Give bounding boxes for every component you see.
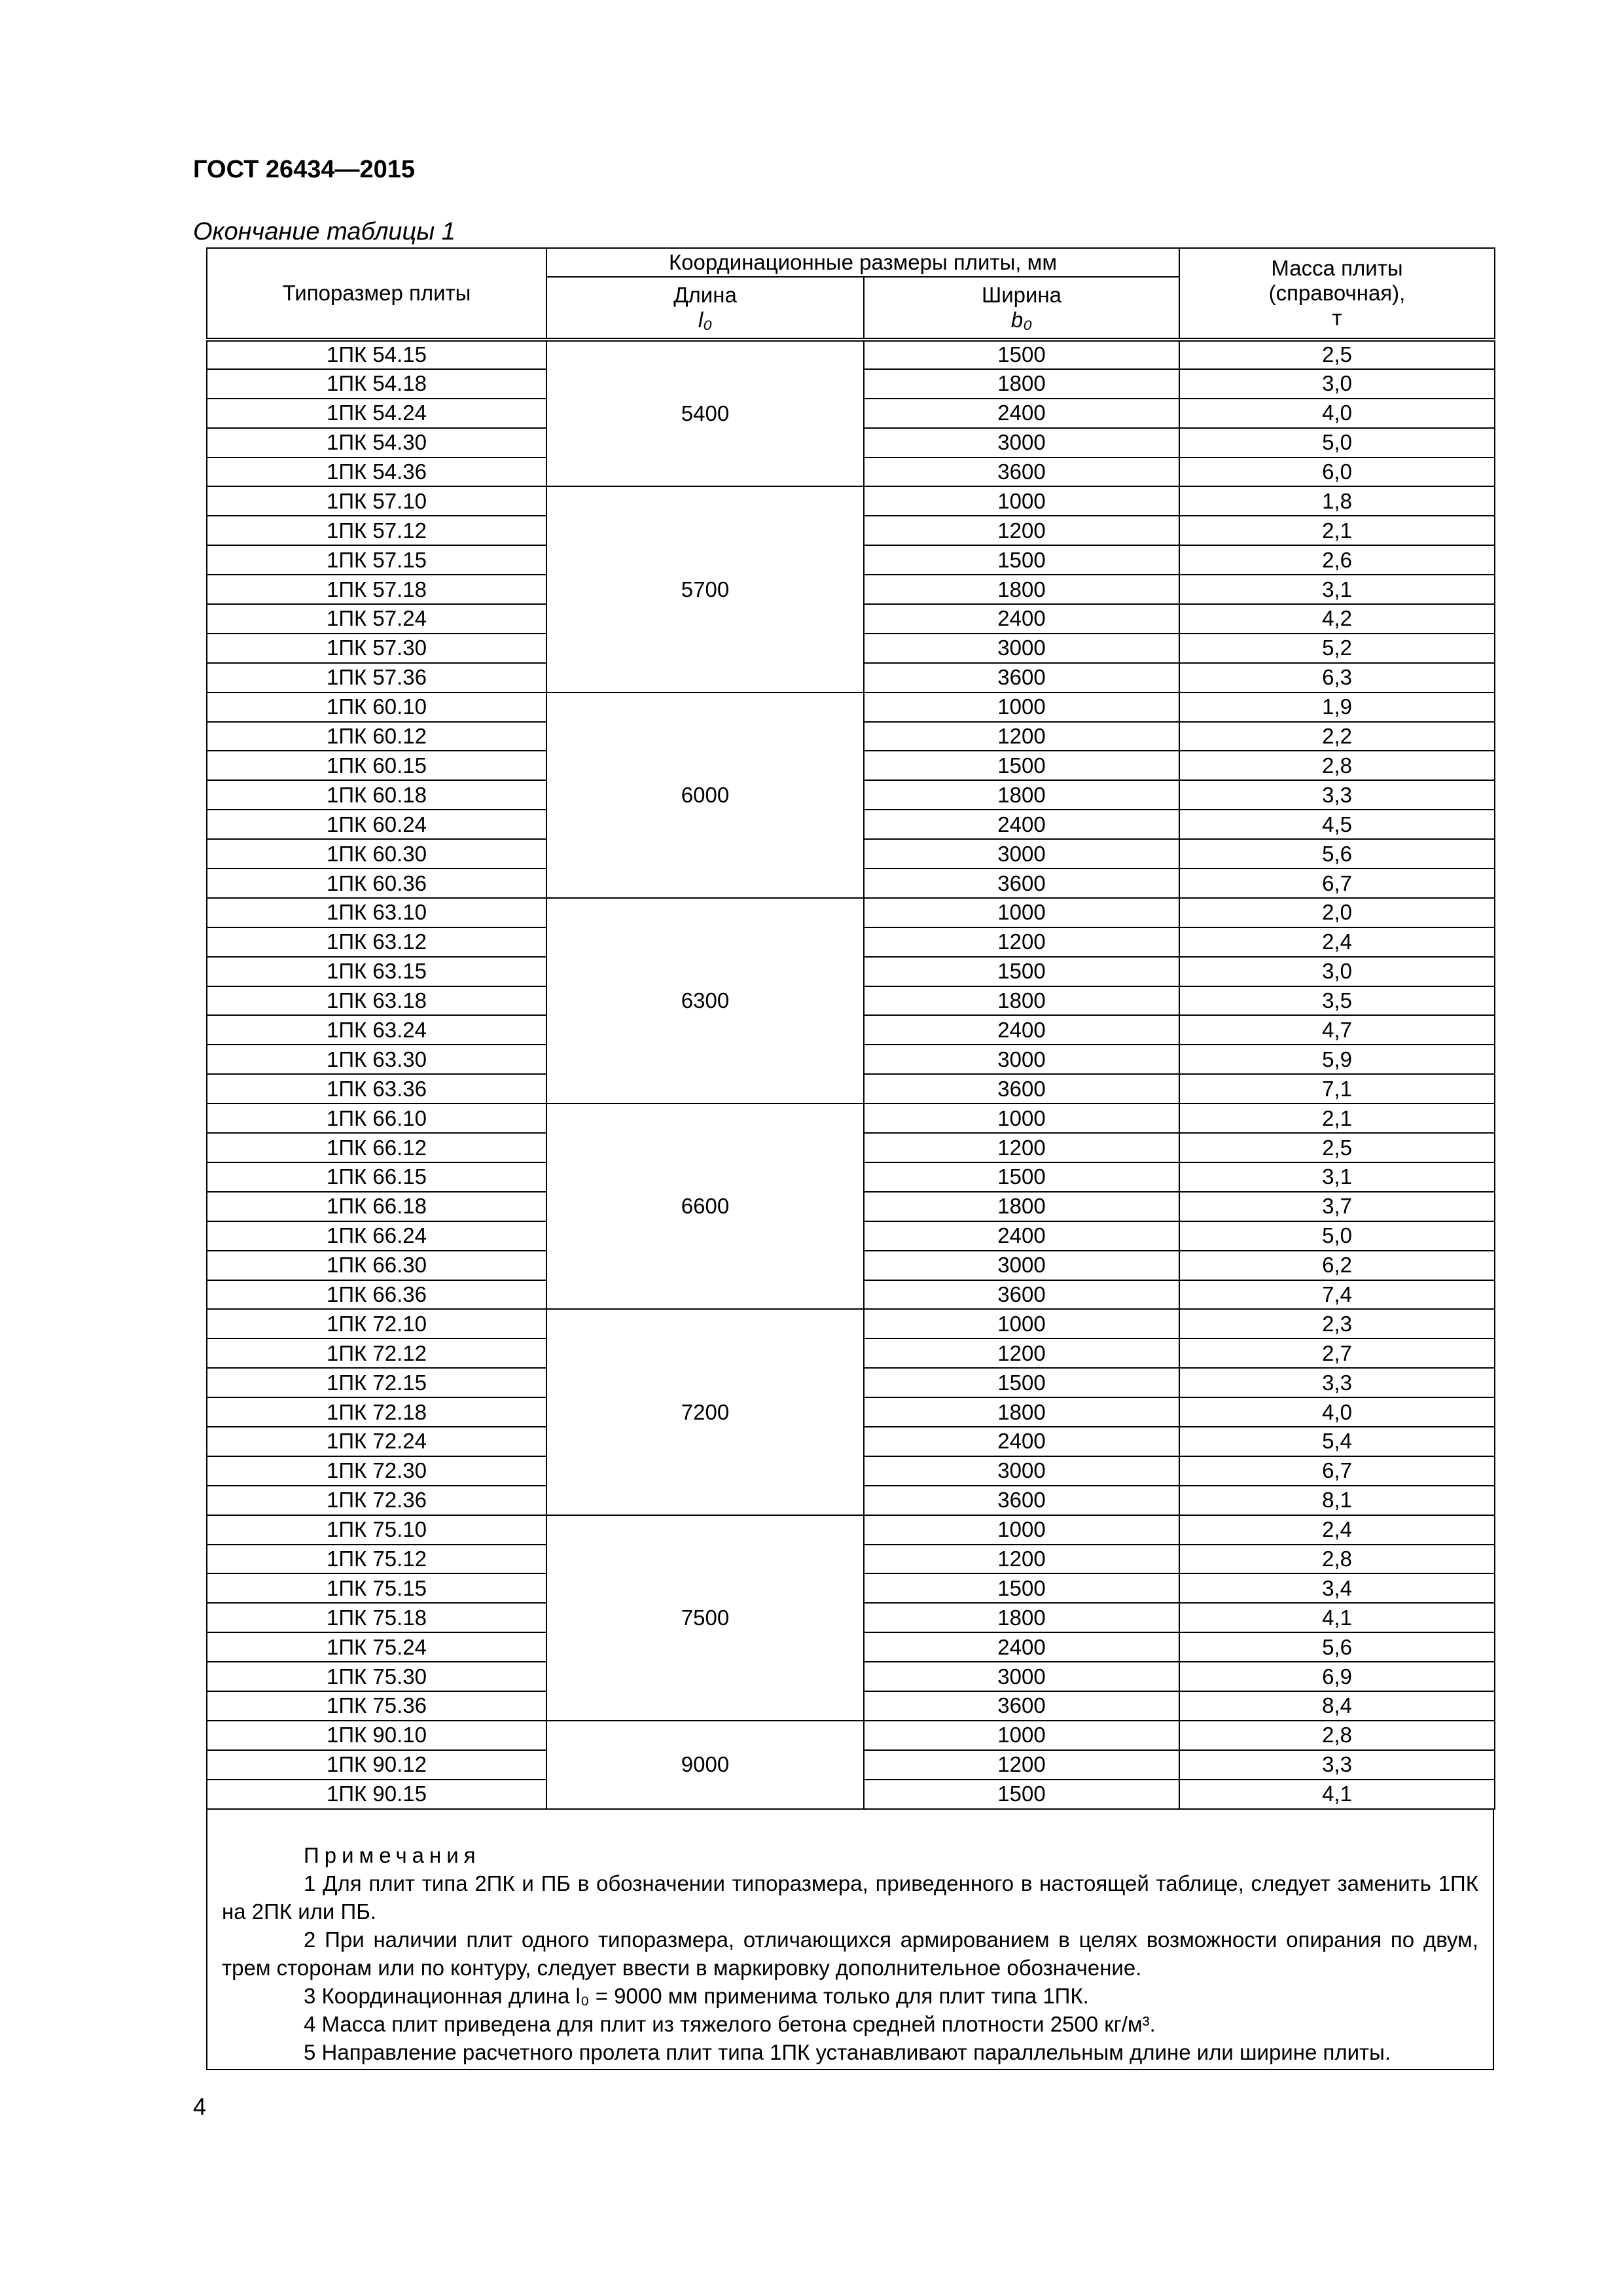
cell-type: 1ПК 72.10 [207,1309,546,1338]
table-row [207,692,1495,722]
note-2: 2 При наличии плит одного типоразмера, отличающихся армированием в целях возможности опирания по двум, трем сторонам или по контуру, следует ввести в маркировку дополнительное обозначение. [222,1927,1478,1980]
cell-width: 1200 [864,722,1179,751]
cell-type: 1ПК 72.15 [207,1368,546,1397]
cell-mass: 2,1 [1179,1103,1495,1133]
cell-mass: 4,1 [1179,1603,1495,1632]
cell-mass: 6,0 [1179,457,1495,487]
notes-title: Примечания [304,1842,481,1867]
header-coord: Координационные размеры плиты, мм [546,248,1179,277]
table-row [207,1515,1495,1545]
cell-width: 1200 [864,1545,1179,1574]
cell-mass: 5,6 [1179,1632,1495,1662]
cell-width: 1800 [864,1192,1179,1221]
cell-type: 1ПК 66.24 [207,1221,546,1251]
cell-mass: 2,2 [1179,722,1495,751]
cell-type: 1ПК 66.12 [207,1133,546,1162]
header-length [546,277,864,340]
cell-width: 1000 [864,1309,1179,1338]
cell-type: 1ПК 90.10 [207,1721,546,1750]
cell-mass: 3,3 [1179,780,1495,810]
table-container [206,247,1494,2070]
cell-type: 1ПК 60.18 [207,780,546,810]
cell-mass: 2,8 [1179,751,1495,780]
cell-type: 1ПК 57.10 [207,486,546,516]
cell-mass: 2,8 [1179,1545,1495,1574]
cell-mass: 4,1 [1179,1780,1495,1809]
cell-mass: 5,9 [1179,1045,1495,1074]
cell-width: 2400 [864,810,1179,839]
cell-width: 3600 [864,1074,1179,1103]
cell-type: 1ПК 63.12 [207,927,546,957]
cell-width: 3600 [864,1691,1179,1721]
cell-width: 3000 [864,1045,1179,1074]
cell-type: 1ПК 57.18 [207,575,546,604]
cell-mass: 2,3 [1179,1309,1495,1338]
cell-mass: 5,6 [1179,839,1495,869]
cell-mass: 6,2 [1179,1251,1495,1280]
cell-width: 1200 [864,1750,1179,1780]
note-3: 3 Координационная длина l₀ = 9000 мм применима только для плит типа 1ПК. [304,1983,1089,2008]
cell-mass: 8,1 [1179,1486,1495,1515]
cell-mass: 3,1 [1179,575,1495,604]
cell-mass: 6,7 [1179,869,1495,898]
header-width [864,277,1179,340]
cell-length: 9000 [546,1721,864,1809]
cell-width: 3600 [864,457,1179,487]
cell-type: 1ПК 60.15 [207,751,546,780]
cell-mass: 3,3 [1179,1750,1495,1780]
cell-width: 3600 [864,1486,1179,1515]
notes-block [206,1810,1494,2070]
cell-mass: 2,6 [1179,545,1495,575]
cell-mass: 8,4 [1179,1691,1495,1721]
cell-type: 1ПК 75.15 [207,1573,546,1603]
table-body [207,340,1495,1809]
cell-mass: 1,9 [1179,692,1495,722]
note-5: 5 Направление расчетного пролета плит типа 1ПК устанавливают параллельным длине или ширине плиты. [304,2039,1391,2064]
cell-length: 7200 [546,1309,864,1515]
cell-width: 1200 [864,516,1179,545]
cell-width: 3600 [864,869,1179,898]
cell-mass: 2,5 [1179,1133,1495,1162]
header-mass [1179,248,1495,340]
cell-type: 1ПК 57.24 [207,604,546,634]
cell-type: 1ПК 60.36 [207,869,546,898]
cell-type: 1ПК 54.30 [207,428,546,457]
cell-length: 6300 [546,898,864,1103]
cell-mass: 1,8 [1179,486,1495,516]
cell-length: 6600 [546,1103,864,1309]
cell-type: 1ПК 60.30 [207,839,546,869]
cell-width: 1200 [864,927,1179,957]
cell-width: 1500 [864,751,1179,780]
cell-mass: 3,0 [1179,369,1495,399]
cell-mass: 2,7 [1179,1338,1495,1368]
cell-type: 1ПК 66.18 [207,1192,546,1221]
cell-mass: 2,4 [1179,1515,1495,1545]
cell-width: 1200 [864,1133,1179,1162]
cell-type: 1ПК 66.10 [207,1103,546,1133]
cell-length: 5400 [546,340,864,486]
cell-type: 1ПК 75.30 [207,1662,546,1691]
cell-width: 2400 [864,1632,1179,1662]
cell-width: 1500 [864,340,1179,369]
table-row [207,1309,1495,1338]
cell-type: 1ПК 57.36 [207,663,546,692]
cell-type: 1ПК 66.15 [207,1162,546,1192]
cell-mass: 4,5 [1179,810,1495,839]
table-row [207,898,1495,927]
cell-mass: 3,1 [1179,1162,1495,1192]
table-row [207,1721,1495,1750]
cell-mass: 3,7 [1179,1192,1495,1221]
cell-type: 1ПК 57.15 [207,545,546,575]
cell-width: 3000 [864,1662,1179,1691]
cell-type: 1ПК 90.15 [207,1780,546,1809]
cell-type: 1ПК 54.15 [207,340,546,369]
cell-mass: 7,4 [1179,1280,1495,1310]
cell-mass: 2,1 [1179,516,1495,545]
cell-width: 1500 [864,1368,1179,1397]
cell-mass: 2,8 [1179,1721,1495,1750]
cell-type: 1ПК 72.30 [207,1456,546,1486]
cell-width: 1800 [864,986,1179,1016]
cell-mass: 4,0 [1179,399,1495,428]
cell-type: 1ПК 66.36 [207,1280,546,1310]
cell-width: 1800 [864,1603,1179,1632]
cell-type: 1ПК 63.15 [207,957,546,986]
cell-mass: 3,0 [1179,957,1495,986]
cell-type: 1ПК 54.24 [207,399,546,428]
cell-width: 3000 [864,634,1179,663]
cell-type: 1ПК 63.30 [207,1045,546,1074]
table-row [207,486,1495,516]
note-1: 1 Для плит типа 2ПК и ПБ в обозначении типоразмера, приведенного в настоящей таблице, следует заменить 1ПК на 2ПК или ПБ. [222,1871,1478,1924]
cell-type: 1ПК 57.30 [207,634,546,663]
cell-type: 1ПК 54.18 [207,369,546,399]
cell-type: 1ПК 60.12 [207,722,546,751]
cell-width: 1800 [864,780,1179,810]
cell-type: 1ПК 63.18 [207,986,546,1016]
header-length-symbol: l₀ [698,308,713,332]
cell-width: 1800 [864,1397,1179,1427]
cell-width: 1000 [864,1721,1179,1750]
cell-mass: 2,4 [1179,927,1495,957]
cell-width: 1000 [864,486,1179,516]
cell-width: 3000 [864,839,1179,869]
cell-type: 1ПК 72.36 [207,1486,546,1515]
cell-width: 1500 [864,1162,1179,1192]
cell-type: 1ПК 60.24 [207,810,546,839]
cell-mass: 4,0 [1179,1397,1495,1427]
cell-mass: 3,3 [1179,1368,1495,1397]
cell-type: 1ПК 75.12 [207,1545,546,1574]
cell-type: 1ПК 72.12 [207,1338,546,1368]
header-length-label: Длина [673,283,737,308]
cell-type: 1ПК 90.12 [207,1750,546,1780]
cell-length: 6000 [546,692,864,898]
cell-type: 1ПК 63.36 [207,1074,546,1103]
document-header: ГОСТ 26434—2015 [193,156,416,183]
cell-type: 1ПК 72.24 [207,1427,546,1456]
cell-type: 1ПК 72.18 [207,1397,546,1427]
cell-width: 1800 [864,369,1179,399]
note-4: 4 Масса плит приведена для плит из тяжелого бетона средней плотности 2500 кг/м³. [304,2011,1156,2036]
cell-width: 3000 [864,1251,1179,1280]
cell-width: 1000 [864,692,1179,722]
cell-width: 2400 [864,399,1179,428]
cell-mass: 6,7 [1179,1456,1495,1486]
cell-width: 3000 [864,428,1179,457]
slab-table [206,247,1495,1810]
cell-width: 1500 [864,1573,1179,1603]
cell-width: 2400 [864,1427,1179,1456]
cell-width: 1500 [864,957,1179,986]
cell-type: 1ПК 54.36 [207,457,546,487]
cell-mass: 3,5 [1179,986,1495,1016]
cell-width: 3600 [864,1280,1179,1310]
cell-mass: 4,7 [1179,1015,1495,1045]
cell-type: 1ПК 57.12 [207,516,546,545]
cell-mass: 4,2 [1179,604,1495,634]
header-mass-line2: (справочная), [1268,281,1406,306]
header-mass-line3: т [1332,305,1342,330]
cell-type: 1ПК 75.18 [207,1603,546,1632]
cell-type: 1ПК 75.24 [207,1632,546,1662]
cell-width: 2400 [864,604,1179,634]
cell-mass: 5,0 [1179,428,1495,457]
page-number: 4 [193,2093,207,2120]
cell-mass: 7,1 [1179,1074,1495,1103]
header-mass-line1: Масса плиты [1271,256,1403,281]
cell-width: 1500 [864,1780,1179,1809]
cell-length: 7500 [546,1515,864,1721]
cell-mass: 6,9 [1179,1662,1495,1691]
cell-width: 2400 [864,1221,1179,1251]
cell-width: 3000 [864,1456,1179,1486]
cell-mass: 6,3 [1179,663,1495,692]
cell-type: 1ПК 66.30 [207,1251,546,1280]
table-caption: Окончание таблицы 1 [193,218,455,245]
cell-type: 1ПК 60.10 [207,692,546,722]
cell-width: 1000 [864,898,1179,927]
cell-width: 3600 [864,663,1179,692]
cell-width: 1200 [864,1338,1179,1368]
cell-mass: 2,0 [1179,898,1495,927]
header-type: Типоразмер плиты [207,248,546,340]
cell-type: 1ПК 75.10 [207,1515,546,1545]
cell-length: 5700 [546,486,864,692]
cell-type: 1ПК 63.24 [207,1015,546,1045]
cell-mass: 3,4 [1179,1573,1495,1603]
header-width-label: Ширина [981,283,1062,308]
table-row [207,1103,1495,1133]
table-row [207,340,1495,369]
cell-width: 2400 [864,1015,1179,1045]
cell-mass: 5,2 [1179,634,1495,663]
cell-type: 1ПК 63.10 [207,898,546,927]
cell-mass: 5,4 [1179,1427,1495,1456]
cell-type: 1ПК 75.36 [207,1691,546,1721]
cell-mass: 5,0 [1179,1221,1495,1251]
cell-width: 1800 [864,575,1179,604]
cell-width: 1500 [864,545,1179,575]
header-width-symbol: b₀ [1010,308,1033,332]
cell-width: 1000 [864,1103,1179,1133]
cell-width: 1000 [864,1515,1179,1545]
cell-mass: 2,5 [1179,340,1495,369]
